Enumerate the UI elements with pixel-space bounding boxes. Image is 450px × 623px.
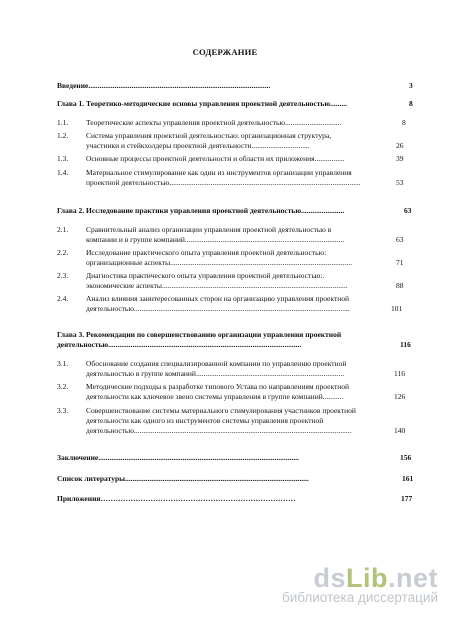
toc-item-text: Сравнительный анализ организации управления проектной деятельностью в bbox=[86, 225, 332, 234]
toc-item-number: 1.1. bbox=[57, 118, 69, 127]
toc-item-text: Система управления проектной деятельностью: организационная структура, bbox=[86, 131, 332, 140]
toc-item-page: 63 bbox=[396, 235, 404, 244]
toc-chapter-3[interactable] bbox=[57, 330, 341, 339]
toc-appendix-page: 177 bbox=[401, 494, 413, 503]
toc-item-text: Теоретические аспекты управления проектной деятельностью. bbox=[86, 118, 287, 127]
toc-item-text: Диагностика практического опыта управления проектной деятельностью:. bbox=[86, 271, 325, 280]
toc-chapter-1[interactable] bbox=[57, 99, 347, 108]
toc-dots: …………………………………………………………………… bbox=[100, 494, 296, 503]
toc-item-text: Обоснование создания специализированной компании по управлению проектной bbox=[86, 359, 347, 368]
toc-item-page: 140 bbox=[394, 426, 406, 435]
toc-chapter-3-cont[interactable] bbox=[57, 340, 399, 349]
toc-item-3-2[interactable] bbox=[86, 382, 349, 391]
toc-item-1-2[interactable] bbox=[86, 131, 331, 140]
toc-dots: ................................................................................................... bbox=[161, 281, 348, 290]
toc-item-3-1[interactable] bbox=[86, 359, 346, 368]
toc-item-text: компании и в группе компаний bbox=[86, 235, 185, 244]
toc-references-label: Список литературы bbox=[57, 474, 125, 483]
toc-item-number: 3.3. bbox=[57, 406, 69, 415]
toc-item-2-4-cont[interactable] bbox=[86, 304, 388, 313]
toc-item-number: 1.2. bbox=[57, 131, 69, 140]
toc-dots: ..................................................................................................... bbox=[171, 178, 361, 187]
toc-item-text: деятельностью в группе компаний bbox=[86, 369, 196, 378]
toc-references[interactable] bbox=[57, 474, 400, 483]
toc-dots: .................................................................................................................. bbox=[135, 304, 350, 313]
watermark-brand-net: .net bbox=[387, 563, 438, 593]
toc-item-text: деятельностью bbox=[86, 426, 134, 435]
toc-chapter-1-page: 8 bbox=[409, 99, 413, 108]
toc-item-number: 2.1. bbox=[57, 225, 69, 234]
toc-item-page: 53 bbox=[396, 178, 404, 187]
toc-item-2-1-cont[interactable] bbox=[86, 235, 392, 244]
watermark-subtitle: библиотека диссертаций bbox=[281, 590, 438, 605]
toc-dots: ........... bbox=[322, 392, 344, 401]
toc-item-number: 2.4. bbox=[57, 294, 69, 303]
toc-item-text: Совершенствование системы материального стимулирования участников проектной bbox=[86, 406, 356, 415]
toc-dots: ............................. bbox=[286, 118, 342, 127]
toc-item-2-3[interactable] bbox=[86, 271, 324, 280]
toc-chapter-3-label: деятельностью bbox=[57, 340, 109, 349]
page-title: СОДЕРЖАНИЕ bbox=[192, 47, 258, 57]
toc-item-number: 2.2. bbox=[57, 248, 69, 257]
toc-item-page: 39 bbox=[396, 154, 404, 163]
toc-item-text: организационные аспекты bbox=[86, 258, 171, 267]
toc-item-text: Основные процессы проектной деятельности и области их приложения. bbox=[86, 154, 317, 163]
toc-conclusion-page: 156 bbox=[400, 453, 412, 462]
toc-item-number: 3.2. bbox=[57, 382, 69, 391]
toc-chapter-1-label: Глава 1. Теоретико-методические основы управления проектной деятельностью. bbox=[57, 99, 332, 108]
toc-item-text: деятельностью. bbox=[86, 304, 136, 313]
toc-item-page: 88 bbox=[396, 281, 404, 290]
toc-item-2-1[interactable] bbox=[86, 225, 331, 234]
toc-item-page: 8 bbox=[402, 118, 406, 127]
toc-item-text: Анализ влияния заинтересованных сторон на организацию управления проектной bbox=[86, 294, 349, 303]
toc-item-3-3[interactable] bbox=[86, 406, 356, 415]
toc-item-3-3-cont2[interactable] bbox=[86, 426, 392, 435]
toc-item-number: 2.3. bbox=[57, 271, 69, 280]
toc-intro[interactable] bbox=[57, 81, 270, 90]
toc-item-2-2-cont[interactable] bbox=[86, 258, 392, 267]
toc-item-page: 126 bbox=[394, 392, 406, 401]
toc-dots: ............................................................................... bbox=[195, 369, 345, 378]
toc-item-2-3-cont[interactable] bbox=[86, 281, 392, 290]
toc-item-1-2-cont[interactable] bbox=[86, 141, 310, 150]
toc-dots: ................................................................................................. bbox=[88, 81, 271, 90]
toc-item-page: 26 bbox=[396, 141, 404, 150]
toc-item-text: деятельности как ключевое звено системы управления в группе компаний bbox=[86, 392, 323, 401]
toc-item-3-3-cont[interactable] bbox=[86, 416, 323, 425]
toc-item-text: Исследование практического опыта управления проектной деятельностью: bbox=[86, 248, 327, 257]
toc-dots: ....................................................................................................... bbox=[108, 340, 302, 349]
toc-chapter-2-page: 63 bbox=[404, 206, 412, 215]
toc-item-text: Материальное стимулирование как один из инструментов организации управления bbox=[86, 168, 352, 177]
toc-item-text: участники и стейкхолдеры проектной деятельности bbox=[86, 141, 252, 150]
toc-item-text: деятельности как одного из инструментов системы управления проектной bbox=[86, 416, 324, 425]
toc-dots: .................................................................................................. bbox=[124, 474, 309, 483]
toc-item-page: 101 bbox=[391, 304, 403, 313]
toc-intro-label: Введение bbox=[57, 81, 89, 90]
toc-dots: ..................................................................................... bbox=[184, 235, 345, 244]
toc-chapter-2-label: Глава 2. Исследование практики управления проектной деятельностью bbox=[57, 206, 302, 215]
toc-references-page: 161 bbox=[402, 474, 414, 483]
toc-conclusion-label: Заключение bbox=[57, 453, 99, 462]
toc-dots: ....................... bbox=[301, 206, 345, 215]
toc-item-1-4[interactable] bbox=[86, 168, 352, 177]
toc-item-2-4[interactable] bbox=[86, 294, 349, 303]
toc-chapter-3-page: 116 bbox=[400, 340, 411, 349]
toc-item-1-1[interactable] bbox=[86, 118, 341, 127]
toc-chapter-3-label: Глава 3. Рекомендации по совершенствованию организации управления проектной bbox=[57, 330, 342, 339]
toc-dots: ................................................................................................. bbox=[170, 258, 353, 267]
toc-item-3-2-cont[interactable] bbox=[86, 392, 392, 401]
toc-conclusion[interactable] bbox=[57, 453, 397, 462]
toc-dots: ............... bbox=[316, 154, 345, 163]
toc-item-1-4-cont[interactable] bbox=[86, 178, 392, 187]
toc-intro-page: 3 bbox=[409, 81, 413, 90]
toc-item-1-3[interactable] bbox=[86, 154, 345, 163]
watermark-brand-lib: Lib bbox=[345, 563, 388, 593]
toc-item-text: Методические подходы к разработке типового Устава по направлениям проектной bbox=[86, 382, 350, 391]
watermark-brand-ds: ds bbox=[313, 563, 346, 593]
toc-item-number: 1.4. bbox=[57, 168, 69, 177]
toc-appendix-label: Приложения bbox=[57, 494, 101, 503]
toc-item-page: 71 bbox=[396, 258, 404, 267]
toc-item-text: проектной деятельностью. bbox=[86, 178, 172, 187]
toc-dots: ........ bbox=[332, 99, 347, 108]
toc-item-text: экономические аспекты bbox=[86, 281, 162, 290]
watermark bbox=[282, 563, 438, 605]
toc-dots: ............................... bbox=[251, 141, 310, 150]
toc-item-number: 1.3. bbox=[57, 154, 69, 163]
toc-dots: .................................................................................................................... bbox=[133, 426, 352, 435]
toc-dots: ........................................................................................................... bbox=[98, 453, 299, 462]
toc-appendix[interactable] bbox=[57, 494, 400, 503]
toc-chapter-2[interactable] bbox=[57, 206, 344, 215]
toc-item-page: 116 bbox=[394, 369, 405, 378]
toc-item-2-2[interactable] bbox=[86, 248, 326, 257]
toc-item-number: 3.1. bbox=[57, 359, 69, 368]
toc-item-3-1-cont[interactable] bbox=[86, 369, 392, 378]
